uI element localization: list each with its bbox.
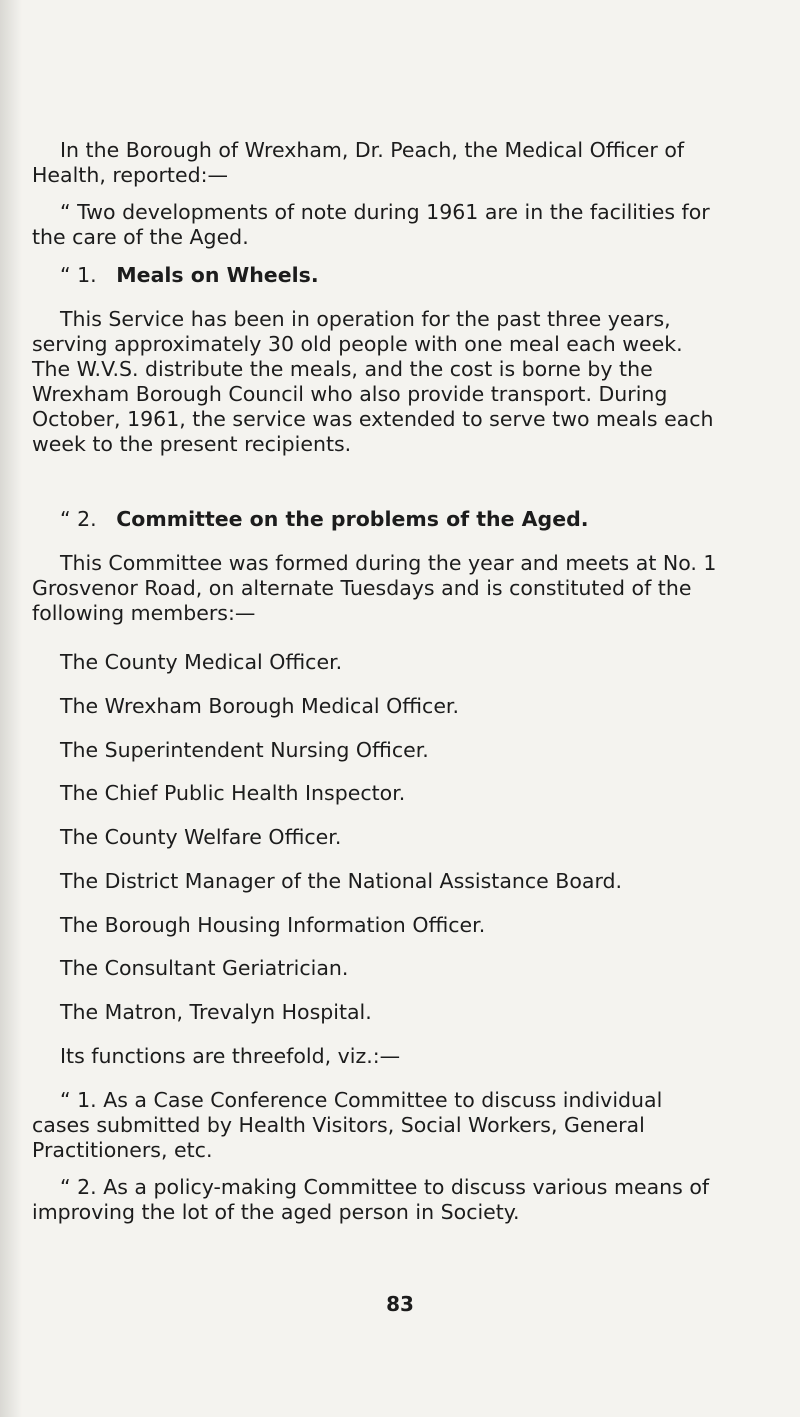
- page-edge-shadow: [0, 0, 22, 1417]
- section-2-heading: [60, 507, 589, 532]
- section-1-body: This Service has been in operation for the past three years, serving approximately 30 old people with one meal each week. The W.V.S. distribute the meals, and the cost is borne by the Wrexham Borough Council who also provide transport. During October, 1961, the service was extended to serve two meals each week to the present recipients.: [32, 307, 714, 456]
- functions-intro: Its functions are threefold, viz.:—: [60, 1044, 401, 1068]
- section-2-title: Committee on the problems of the Aged.: [116, 507, 589, 531]
- member-item: The County Medical Officer.: [60, 650, 343, 674]
- member-item: The District Manager of the National Assistance Board.: [60, 869, 623, 893]
- member-item: The Matron, Trevalyn Hospital.: [60, 1000, 372, 1024]
- member-item: The Borough Housing Information Officer.: [60, 913, 486, 937]
- page-number: 83: [386, 1292, 414, 1316]
- member-item: The Superintendent Nursing Officer.: [60, 738, 429, 762]
- function-item-1: “ 1. As a Case Conference Committee to discuss individual cases submitted by Health Visitors, Social Workers, General Practitioners, etc.: [32, 1088, 663, 1162]
- function-item-2: “ 2. As a policy-making Committee to discuss various means of improving the lot of the aged person in Society.: [32, 1175, 710, 1224]
- member-item: The Consultant Geriatrician.: [60, 956, 349, 980]
- member-item: The Wrexham Borough Medical Officer.: [60, 694, 459, 718]
- section-1-title: Meals on Wheels.: [116, 263, 319, 287]
- section-2-prefix: “ 2.: [60, 507, 97, 531]
- section-1-heading: [60, 263, 319, 288]
- intro-paragraph: In the Borough of Wrexham, Dr. Peach, the Medical Officer of Health, reported:—: [32, 138, 685, 187]
- member-item: The Chief Public Health Inspector.: [60, 781, 406, 805]
- section-2-body: This Committee was formed during the year and meets at No. 1 Grosvenor Road, on alternate Tuesdays and is constituted of the following members:—: [32, 551, 717, 625]
- member-item: The County Welfare Officer.: [60, 825, 342, 849]
- section-1-prefix: “ 1.: [60, 263, 97, 287]
- quote-opening-paragraph: “ Two developments of note during 1961 are in the facilities for the care of the Aged.: [32, 200, 710, 249]
